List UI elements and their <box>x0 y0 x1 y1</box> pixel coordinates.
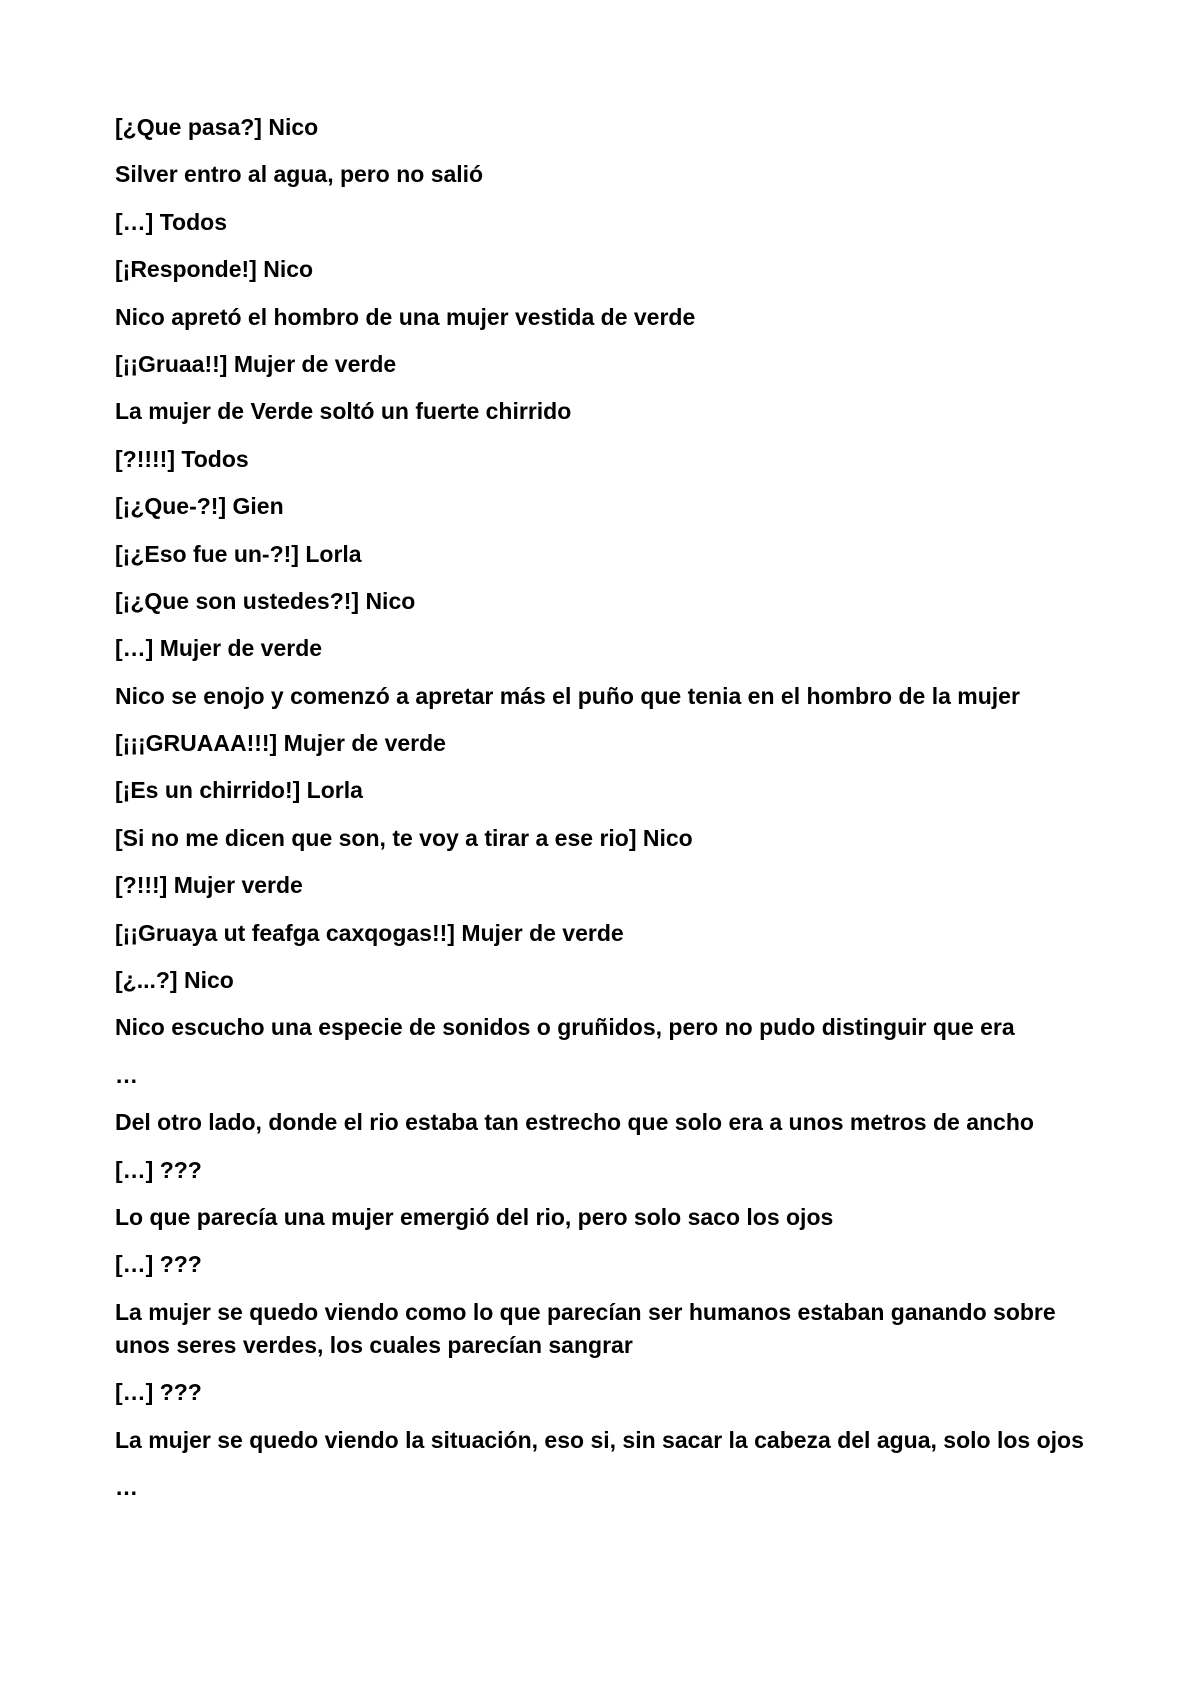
document-page <box>115 111 1095 1518</box>
paragraph-17: [?!!!] Mujer verde <box>115 872 303 899</box>
paragraph-19: [¿...?] Nico <box>115 967 234 994</box>
paragraph-23: […] ??? <box>115 1156 202 1183</box>
paragraph-7: La mujer de Verde soltó un fuerte chirrido <box>115 398 572 425</box>
paragraph-29: … <box>115 1473 138 1500</box>
paragraph-27: […] ??? <box>115 1379 202 1406</box>
paragraph-9: [¡¿Que-?!] Gien <box>115 493 284 520</box>
paragraph-16: [Si no me dicen que son, te voy a tirar a ese rio] Nico <box>115 824 693 851</box>
paragraph-25: […] ??? <box>115 1251 202 1278</box>
paragraph-1: [¿Que pasa?] Nico <box>115 114 319 140</box>
paragraph-20: Nico escucho una especie de sonidos o gruñidos, pero no pudo distinguir que era <box>115 1014 1015 1041</box>
paragraph-10: [¡¿Eso fue un-?!] Lorla <box>115 540 362 567</box>
paragraph-11: [¡¿Que son ustedes?!] Nico <box>115 587 416 614</box>
paragraph-3: […] Todos <box>115 208 227 235</box>
paragraph-15: [¡Es un chirrido!] Lorla <box>115 777 363 804</box>
paragraph-5: Nico apretó el hombro de una mujer vestida de verde <box>115 303 696 330</box>
paragraph-6: [¡¡Gruaa!!] Mujer de verde <box>115 350 397 377</box>
paragraph-21: … <box>115 1061 138 1088</box>
paragraph-12: […] Mujer de verde <box>115 635 323 662</box>
paragraph-28: La mujer se quedo viendo la situación, eso si, sin sacar la cabeza del agua, solo los ojos <box>115 1426 1084 1453</box>
paragraph-13: Nico se enojo y comenzó a apretar más el puño que tenia en el hombro de la mujer <box>115 682 1020 709</box>
paragraph-14: [¡¡¡GRUAAA!!!] Mujer de verde <box>115 730 446 757</box>
paragraph-26: La mujer se quedo viendo como lo que parecían ser humanos estaban ganando sobre unos seres verdes, los cuales parecían sangrar <box>115 1298 1056 1358</box>
paragraph-22: Del otro lado, donde el rio estaba tan estrecho que solo era a unos metros de ancho <box>115 1109 1034 1136</box>
paragraph-8: [?!!!!] Todos <box>115 445 249 472</box>
paragraph-24: Lo que parecía una mujer emergió del rio, pero solo saco los ojos <box>115 1203 834 1230</box>
paragraph-2: Silver entro al agua, pero no salió <box>115 161 484 188</box>
paragraph-4: [¡Responde!] Nico <box>115 256 314 283</box>
paragraph-18: [¡¡Gruaya ut feafga caxqogas!!] Mujer de verde <box>115 919 624 946</box>
